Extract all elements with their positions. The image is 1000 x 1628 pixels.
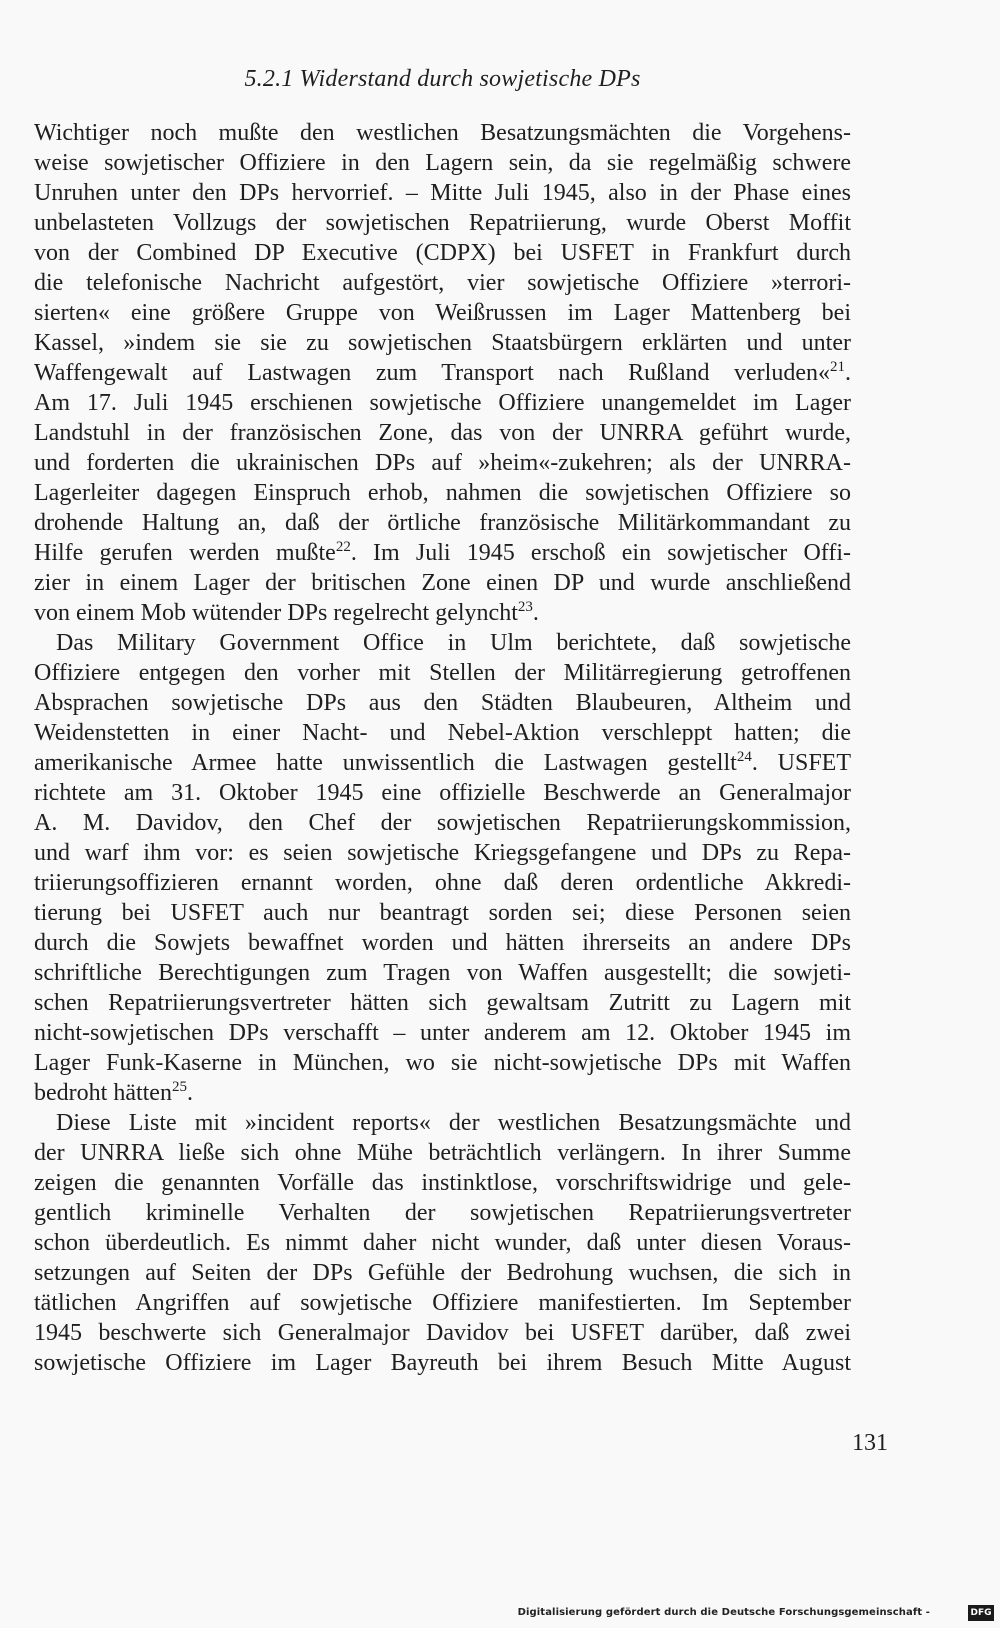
text-line bbox=[34, 148, 851, 178]
text-line bbox=[34, 1018, 851, 1048]
text-line bbox=[34, 988, 851, 1018]
text-line bbox=[34, 1228, 851, 1258]
text-line bbox=[34, 928, 851, 958]
paragraph-1 bbox=[34, 118, 851, 628]
footnote-marker: 21 bbox=[830, 359, 845, 375]
line-text: tätlichen Angriffen auf sowjetische Offiziere manifestierten. Im September bbox=[34, 1290, 851, 1316]
line-text: Unruhen unter den DPs hervorrief. – Mitte Juli 1945, also in der Phase eines bbox=[34, 180, 851, 206]
text-line bbox=[34, 478, 851, 508]
line-text: Wichtiger noch mußte den westlichen Besatzungsmächten die Vorgehens- bbox=[34, 120, 851, 146]
text-line bbox=[34, 568, 851, 598]
line-text: Weidenstetten in einer Nacht- und Nebel-Aktion verschleppt hatten; die bbox=[34, 720, 851, 746]
text-line bbox=[34, 208, 851, 238]
text-line bbox=[34, 778, 851, 808]
line-text: triierungsoffizieren ernannt worden, ohne daß deren ordentliche Akkredi- bbox=[34, 870, 851, 896]
line-text-after-footnote: . bbox=[845, 360, 851, 386]
text-line bbox=[34, 628, 851, 658]
paragraph-3 bbox=[34, 1108, 851, 1378]
footnote-marker: 23 bbox=[517, 599, 533, 615]
line-text: und forderten die ukrainischen DPs auf »heim«-zukehren; als der UNRRA- bbox=[34, 450, 851, 476]
text-line bbox=[34, 658, 851, 688]
line-text-after-footnote: . USFET bbox=[751, 750, 851, 776]
text-line bbox=[34, 1078, 851, 1108]
line-text: die telefonische Nachricht aufgestört, vier sowjetische Offiziere »terrori- bbox=[34, 270, 851, 296]
text-line bbox=[34, 238, 851, 268]
line-text: der UNRRA ließe sich ohne Mühe beträchtlich verlängern. In ihrer Summe bbox=[34, 1140, 851, 1166]
text-line bbox=[34, 1198, 851, 1228]
text-line bbox=[34, 298, 851, 328]
text-line bbox=[34, 418, 851, 448]
text-line bbox=[34, 868, 851, 898]
line-text: A. M. Davidov, den Chef der sowjetischen Repatriierungskommission, bbox=[34, 810, 851, 836]
text-line bbox=[34, 328, 851, 358]
text-line bbox=[34, 898, 851, 928]
text-line bbox=[34, 1288, 851, 1318]
line-text: Lagerleiter dagegen Einspruch erhob, nahmen die sowjetischen Offiziere so bbox=[34, 480, 851, 506]
text-line bbox=[34, 178, 851, 208]
line-text: Landstuhl in der französischen Zone, das von der UNRRA geführt wurde, bbox=[34, 420, 851, 446]
line-text: bedroht hätten bbox=[34, 1080, 172, 1106]
text-line bbox=[34, 508, 851, 538]
line-text-after-footnote: . bbox=[532, 600, 539, 626]
line-text: 1945 beschwerte sich Generalmajor Davidov bei USFET darüber, daß zwei bbox=[34, 1320, 851, 1346]
text-line bbox=[34, 448, 851, 478]
line-text: schriftliche Berechtigungen zum Tragen von Waffen ausgestellt; die sowjeti- bbox=[34, 960, 851, 986]
line-text: gentlich kriminelle Verhalten der sowjetischen Repatriierungsvertreter bbox=[34, 1200, 851, 1226]
text-line bbox=[34, 1048, 851, 1078]
footnote-marker: 22 bbox=[335, 539, 351, 555]
text-line bbox=[34, 1168, 851, 1198]
line-text: Absprachen sowjetische DPs aus den Städten Blaubeuren, Altheim und bbox=[34, 690, 851, 716]
line-text: schon überdeutlich. Es nimmt daher nicht wunder, daß unter diesen Voraus- bbox=[34, 1230, 851, 1256]
line-text: von einem Mob wütender DPs regelrecht gelyncht bbox=[34, 600, 518, 626]
line-text: nicht-sowjetischen DPs verschafft – unter anderem am 12. Oktober 1945 im bbox=[34, 1020, 851, 1046]
line-text: setzungen auf Seiten der DPs Gefühle der Bedrohung wuchsen, die sich in bbox=[34, 1260, 851, 1286]
text-line bbox=[34, 268, 851, 298]
text-line bbox=[34, 808, 851, 838]
dfg-logo: DFG bbox=[968, 1605, 994, 1621]
line-text-after-footnote: . bbox=[186, 1080, 193, 1106]
line-text: Lager Funk-Kaserne in München, wo sie nicht-sowjetische DPs mit Waffen bbox=[34, 1050, 851, 1076]
text-line bbox=[34, 1138, 851, 1168]
line-text: schen Repatriierungsvertreter hätten sich gewaltsam Zutritt zu Lagern mit bbox=[34, 990, 851, 1016]
text-line bbox=[34, 688, 851, 718]
line-text: und warf ihm vor: es seien sowjetische Kriegsgefangene und DPs zu Repa- bbox=[34, 840, 851, 866]
text-line bbox=[34, 748, 851, 778]
line-text: unbelasteten Vollzugs der sowjetischen Repatriierung, wurde Oberst Moffit bbox=[34, 210, 851, 236]
text-line bbox=[34, 1258, 851, 1288]
line-text: zier in einem Lager der britischen Zone einen DP und wurde anschließend bbox=[34, 570, 851, 596]
line-text: Am 17. Juli 1945 erschienen sowjetische Offiziere unangemeldet im Lager bbox=[34, 390, 851, 416]
footnote-marker: 24 bbox=[736, 749, 752, 765]
text-line bbox=[34, 1318, 851, 1348]
line-text: Waffengewalt auf Lastwagen zum Transport nach Rußland verluden« bbox=[34, 360, 830, 386]
section-heading: 5.2.1 Widerstand durch sowjetische DPs bbox=[244, 66, 641, 92]
line-text: tierung bei USFET auch nur beantragt sorden sei; diese Personen seien bbox=[34, 900, 851, 926]
line-text: Diese Liste mit »incident reports« der westlichen Besatzungsmächte und bbox=[56, 1110, 851, 1136]
line-text: richtete am 31. Oktober 1945 eine offizielle Beschwerde an Generalmajor bbox=[34, 780, 851, 806]
text-line bbox=[34, 358, 851, 388]
footnote-marker: 25 bbox=[171, 1079, 187, 1095]
digitization-credit: Digitalisierung gefördert durch die Deutsche Forschungsgemeinschaft - bbox=[517, 1607, 930, 1618]
page-number: 131 bbox=[852, 1430, 888, 1456]
text-line bbox=[34, 1348, 851, 1378]
text-line bbox=[34, 598, 851, 628]
line-text: Kassel, »indem sie sie zu sowjetischen Staatsbürgern erklärten und unter bbox=[34, 330, 851, 356]
text-line bbox=[34, 538, 851, 568]
text-line bbox=[34, 958, 851, 988]
line-text: weise sowjetischer Offiziere in den Lagern sein, da sie regelmäßig schwere bbox=[34, 150, 851, 176]
text-line bbox=[34, 118, 851, 148]
line-text: sierten« eine größere Gruppe von Weißrussen im Lager Mattenberg bei bbox=[34, 300, 851, 326]
line-text: drohende Haltung an, daß der örtliche französische Militärkommandant zu bbox=[34, 510, 851, 536]
line-text-after-footnote: . Im Juli 1945 erschoß ein sowjetischer Offi- bbox=[350, 540, 851, 566]
line-text: amerikanische Armee hatte unwissentlich die Lastwagen gestellt bbox=[34, 750, 737, 776]
line-text: durch die Sowjets bewaffnet worden und hätten ihrerseits an andere DPs bbox=[34, 930, 851, 956]
line-text: sowjetische Offiziere im Lager Bayreuth bei ihrem Besuch Mitte August bbox=[34, 1350, 851, 1376]
line-text: von der Combined DP Executive (CDPX) bei USFET in Frankfurt durch bbox=[34, 240, 851, 266]
text-line bbox=[34, 718, 851, 748]
text-line bbox=[34, 388, 851, 418]
line-text: Offiziere entgegen den vorher mit Stellen der Militärregierung getroffenen bbox=[34, 660, 851, 686]
paragraph-2 bbox=[34, 628, 851, 1108]
text-line bbox=[34, 838, 851, 868]
line-text: Hilfe gerufen werden mußte bbox=[34, 540, 336, 566]
line-text: zeigen die genannten Vorfälle das instinktlose, vorschriftswidrige und gele- bbox=[34, 1170, 851, 1196]
line-text: Das Military Government Office in Ulm berichtete, daß sowjetische bbox=[56, 630, 851, 656]
text-line bbox=[34, 1108, 851, 1138]
